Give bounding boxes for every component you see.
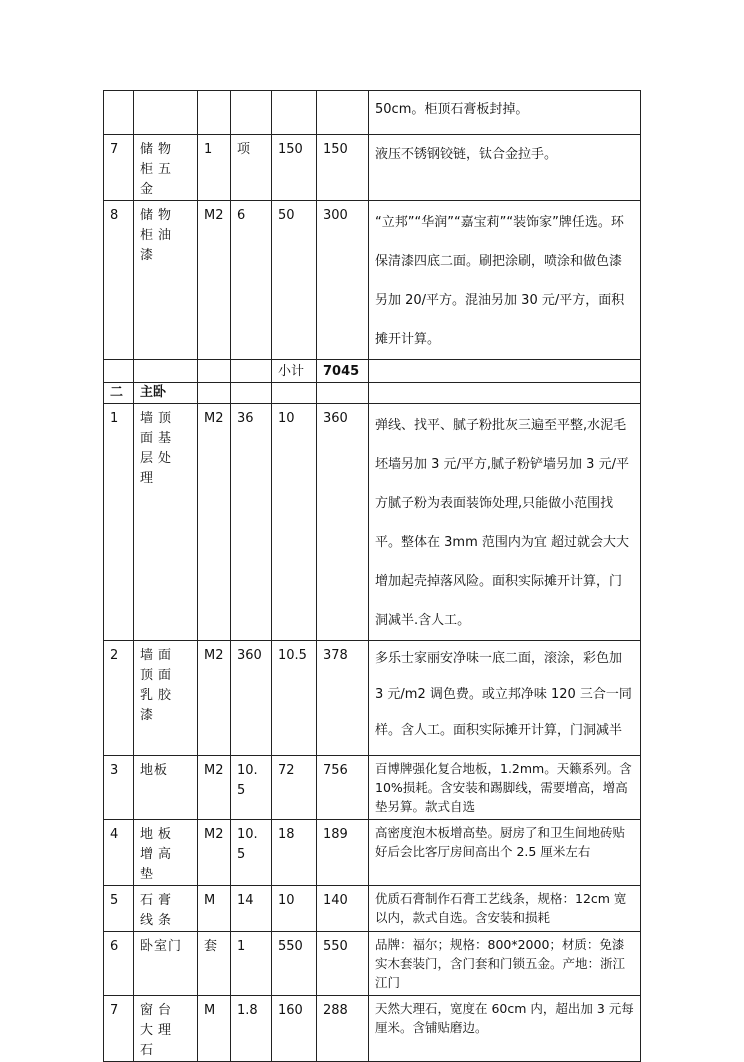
item-unit: M: [198, 996, 231, 1062]
item-qty: 360: [231, 641, 272, 756]
item-desc: 天然大理石，宽度在 60cm 内，超出加 3 元每厘米。含铺贴磨边。: [369, 996, 641, 1062]
item-total: 150: [317, 135, 369, 201]
item-desc: 优质石膏制作石膏工艺线条，规格：12cm 宽以内，款式自选。含安装和损耗: [369, 886, 641, 932]
item-unit: [198, 91, 231, 135]
item-desc: 50cm。柜顶石膏板封掉。: [369, 91, 641, 135]
item-desc: 液压不锈钢铰链，钛合金拉手。: [369, 135, 641, 201]
item-no: 6: [104, 932, 134, 996]
item-price: 10: [272, 404, 317, 641]
item-total: 550: [317, 932, 369, 996]
item-name: 储物柜五金: [134, 135, 198, 201]
table-row: [104, 91, 641, 135]
item-total: [317, 91, 369, 135]
table-row: [104, 135, 641, 201]
item-price: 150: [272, 135, 317, 201]
item-qty: 1: [231, 932, 272, 996]
item-qty: 6: [231, 201, 272, 360]
item-qty: 36: [231, 404, 272, 641]
item-no: 8: [104, 201, 134, 360]
item-unit: M2: [198, 404, 231, 641]
item-total: 189: [317, 820, 369, 886]
item-qty: 14: [231, 886, 272, 932]
item-total: 756: [317, 756, 369, 820]
item-name: [134, 91, 198, 135]
subtotal-value: 7045: [317, 360, 369, 383]
item-name: 墙面顶面乳胶漆: [134, 641, 198, 756]
item-name: 地板增高垫: [134, 820, 198, 886]
item-no: 7: [104, 996, 134, 1062]
item-unit: M2: [198, 201, 231, 360]
item-qty: 项: [231, 135, 272, 201]
item-price: 72: [272, 756, 317, 820]
item-name: 卧室门: [134, 932, 198, 996]
table-row: [104, 641, 641, 756]
item-name: 石膏线条: [134, 886, 198, 932]
item-desc: “立邦”“华润”“嘉宝莉”“装饰家”牌任选。环保清漆四底二面。刷把涂刷，喷涂和做色漆另加 20/平方。混油另加 30 元/平方，面积摊开计算。: [369, 201, 641, 360]
item-qty: 1.8: [231, 996, 272, 1062]
item-desc: 多乐士家丽安净味一底二面，滚涂，彩色加 3 元/m2 调色费。或立邦净味 120 三合一同样。含人工。面积实际摊开计算，门洞减半: [369, 641, 641, 756]
item-qty: [231, 91, 272, 135]
item-price: 18: [272, 820, 317, 886]
item-total: 378: [317, 641, 369, 756]
item-name: 墙顶面基层处理: [134, 404, 198, 641]
subtotal-label: 小计: [272, 360, 317, 383]
quote-table: [103, 90, 641, 1062]
section-title: 主卧: [134, 383, 198, 404]
table-row: [104, 932, 641, 996]
item-name: 储物柜油漆: [134, 201, 198, 360]
item-unit: M2: [198, 641, 231, 756]
item-desc: 品牌：福尔；规格：800*2000；材质：免漆实木套装门，含门套和门锁五金。产地：浙江江门: [369, 932, 641, 996]
item-total: 360: [317, 404, 369, 641]
item-no: 3: [104, 756, 134, 820]
item-price: 160: [272, 996, 317, 1062]
item-desc: 百博牌强化复合地板，1.2mm。天籁系列。含 10%损耗。含安装和踢脚线，需要增高，增高垫另算。款式自选: [369, 756, 641, 820]
item-price: 10.5: [272, 641, 317, 756]
item-price: 50: [272, 201, 317, 360]
item-name: 窗台大理石: [134, 996, 198, 1062]
item-no: [104, 91, 134, 135]
item-price: 10: [272, 886, 317, 932]
item-total: 288: [317, 996, 369, 1062]
subtotal-row: [104, 360, 641, 383]
item-total: 300: [317, 201, 369, 360]
item-no: 2: [104, 641, 134, 756]
table-row: [104, 886, 641, 932]
table-row: [104, 201, 641, 360]
item-total: 140: [317, 886, 369, 932]
table-row: [104, 404, 641, 641]
section-row: [104, 383, 641, 404]
item-no: 1: [104, 404, 134, 641]
item-price: 550: [272, 932, 317, 996]
item-name: 地板: [134, 756, 198, 820]
item-price: [272, 91, 317, 135]
item-desc: 弹线、找平、腻子粉批灰三遍至平整,水泥毛坯墙另加 3 元/平方,腻子粉铲墙另加 3 元/平方腻子粉为表面装饰处理,只能做小范围找平。整体在 3mm 范围内为宜 超过就会大大增加起壳掉落风险。面积实际摊开计算，门洞减半.含人工。: [369, 404, 641, 641]
item-no: 5: [104, 886, 134, 932]
item-unit: 1: [198, 135, 231, 201]
item-qty: 10.5: [231, 756, 272, 820]
item-unit: 套: [198, 932, 231, 996]
item-unit: M2: [198, 820, 231, 886]
item-qty: 10.5: [231, 820, 272, 886]
item-unit: M2: [198, 756, 231, 820]
item-no: 4: [104, 820, 134, 886]
item-unit: M: [198, 886, 231, 932]
item-no: 7: [104, 135, 134, 201]
table-row: [104, 820, 641, 886]
item-desc: 高密度泡木板增高垫。厨房了和卫生间地砖贴好后会比客厅房间高出个 2.5 厘米左右: [369, 820, 641, 886]
table-row: [104, 756, 641, 820]
section-no: 二: [104, 383, 134, 404]
